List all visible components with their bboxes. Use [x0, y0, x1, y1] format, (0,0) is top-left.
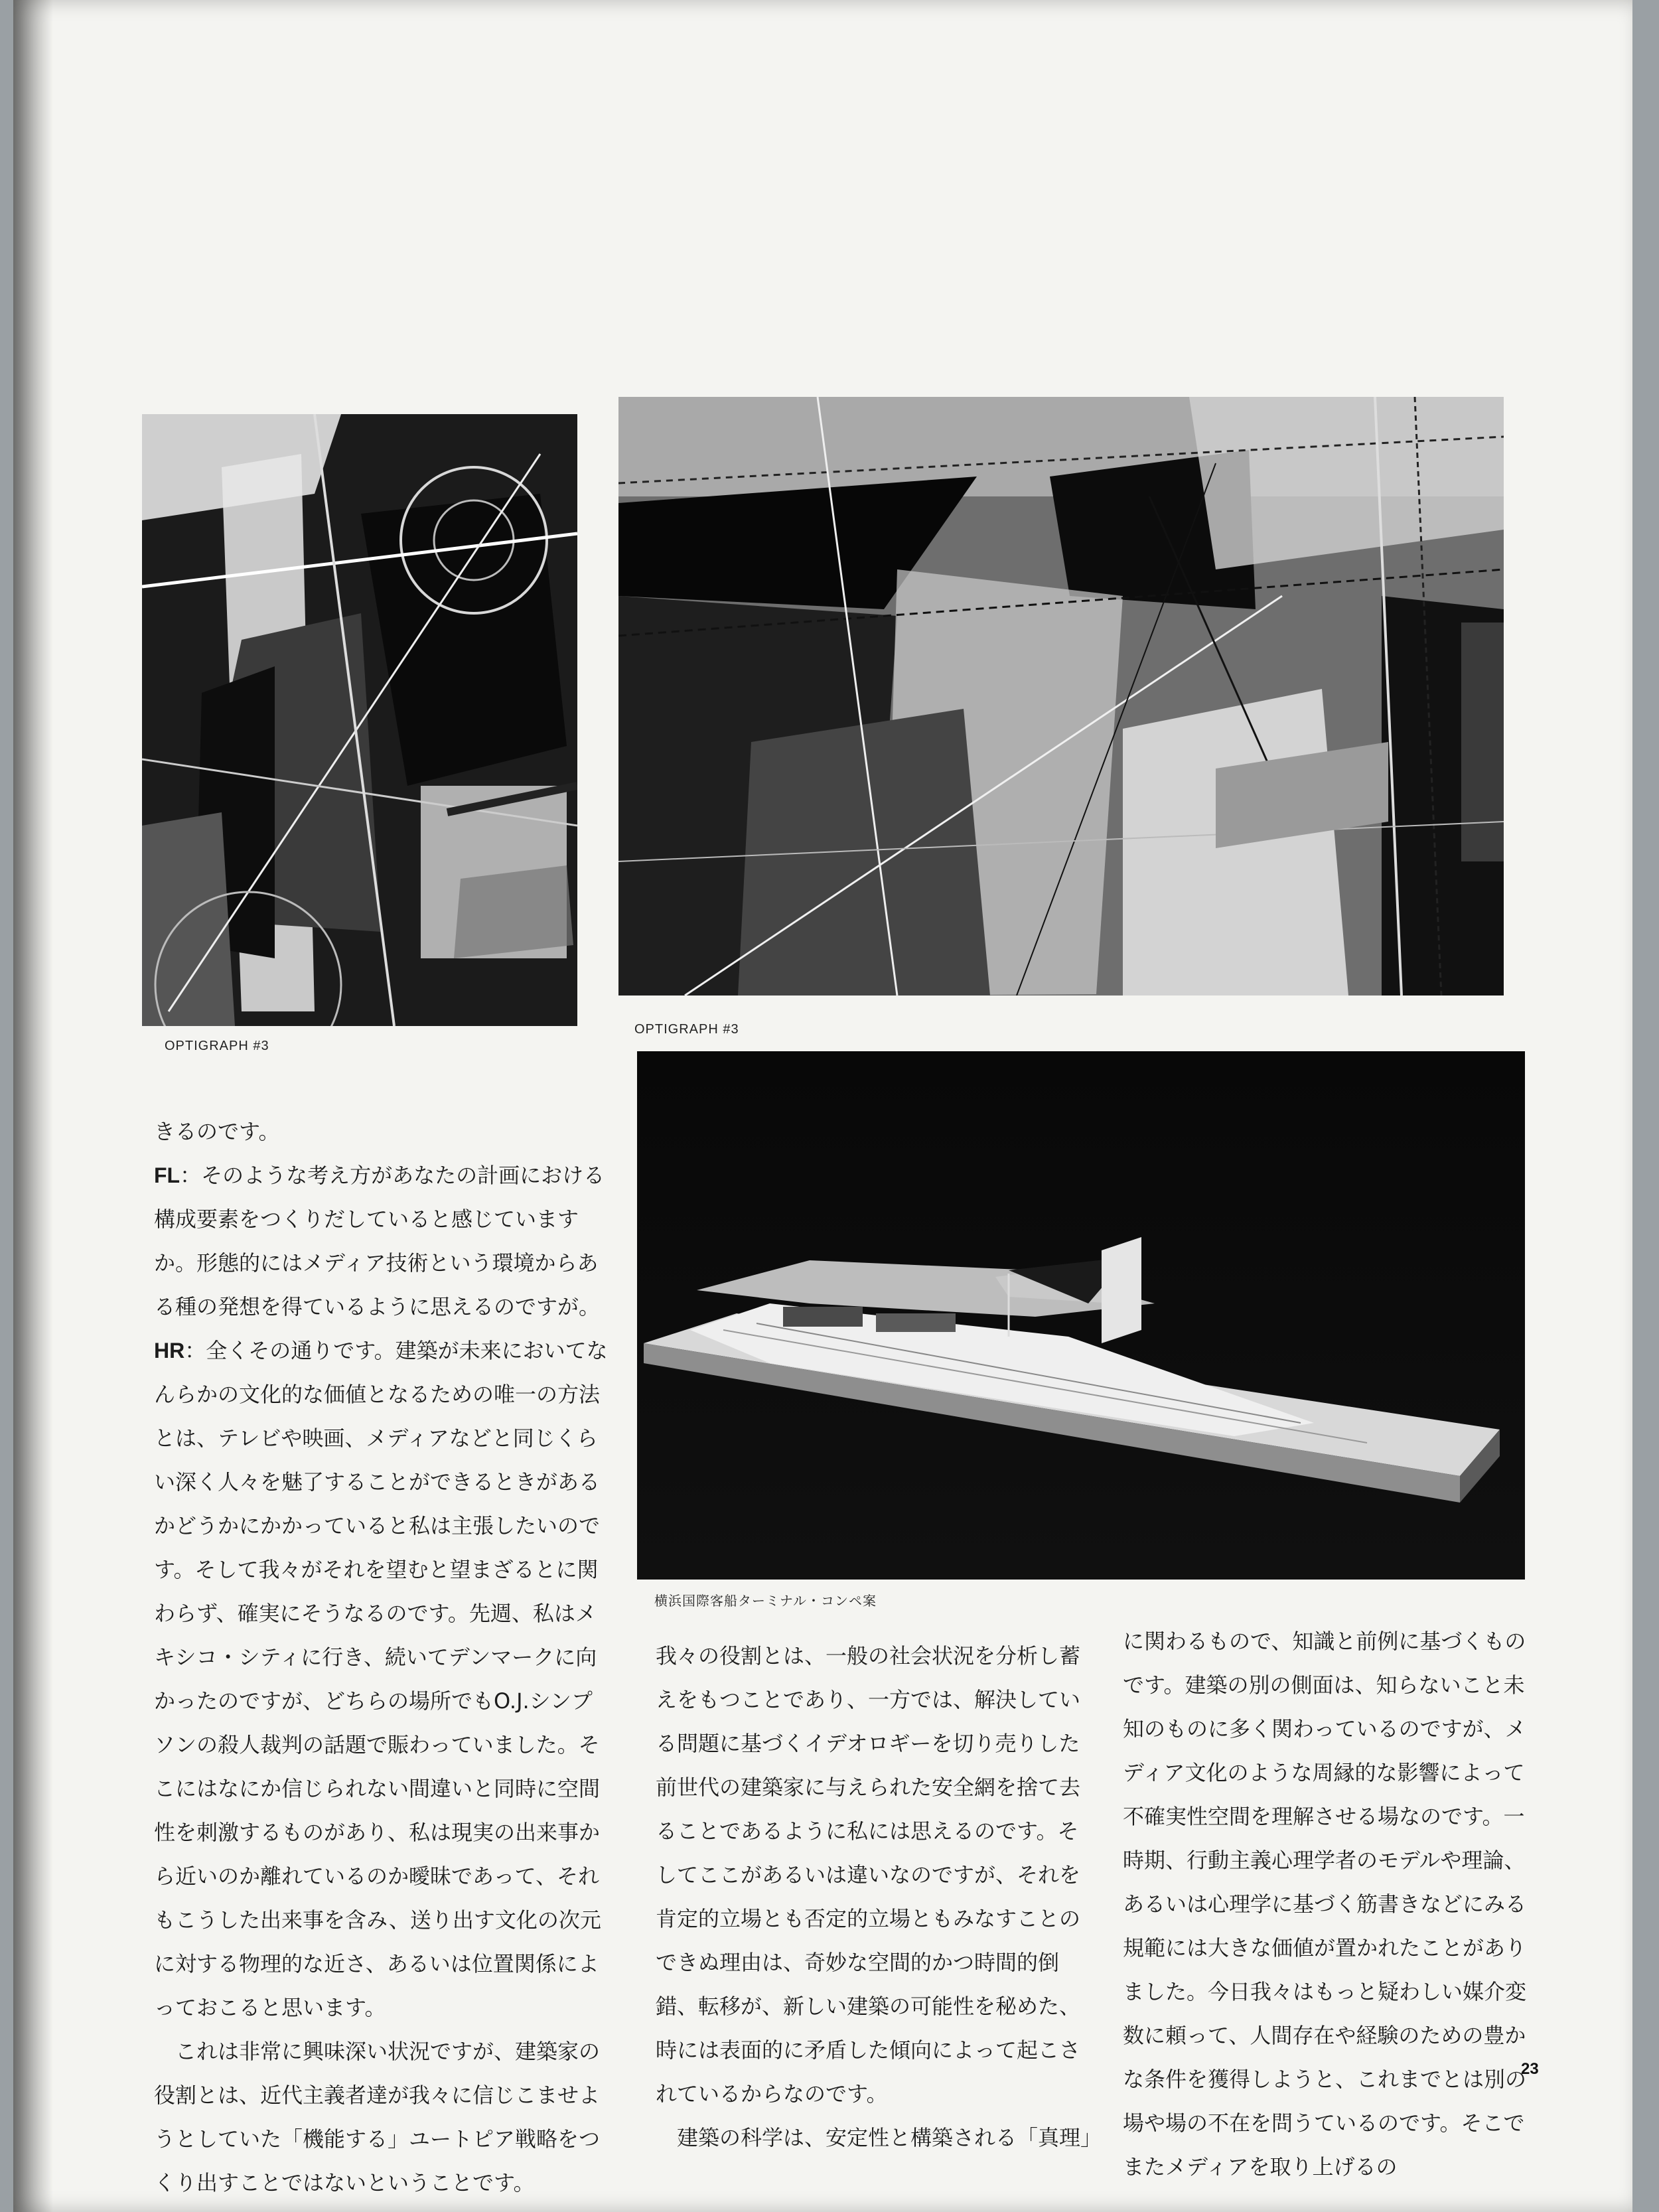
paragraph-science: 建築の科学は、安定性と構築される「真理」: [677, 2125, 1102, 2150]
page-number: 23: [1521, 2060, 1539, 2078]
text-column-3: [1123, 1619, 1534, 2189]
answer-hr-text: ：全くその通りです。建築が未来においてなんらかの文化的な価値となるための唯一の方法とは、テレビや映画、メディアなどと同じくらい深く人々を魅了することができるときがあるかどうかにかかっていると私は主張したいのです。そして我々がそれを望むと望まざるとに関わらず、確実にそうなるのです。先週、私はメキシコ・シティに行き、続いてデンマークに向かったのですが、どちらの場所でもO.J.シンプソンの殺人裁判の話題で賑わっていました。そこにはなにか信じられない間違いと同時に空間性を刺激するものがあり、私は現実の出来事から近いのか離れているのか曖昧であって、それもこうした出来事を含み、送り出す文化の次元に対する物理的な近さ、あるいは位置関係によっておこると思います。: [154, 1338, 608, 2020]
text-column-1: [154, 1110, 612, 2205]
text-column-2: [656, 1634, 1102, 2160]
speaker-fl: FL: [154, 1163, 180, 1187]
question-fl-text: ：そのような考え方があなたの計画における構成要素をつくりだしていると感じていますか。形態的にはメディア技術という環境からある種の発想を得ているように思えるのですが。: [154, 1163, 605, 1319]
caption-optigraph-right: OPTIGRAPH #3: [634, 1022, 739, 1037]
speaker-hr: HR: [154, 1339, 185, 1363]
caption-optigraph-left: OPTIGRAPH #3: [165, 1039, 269, 1053]
paragraph-continuation: きるのです。: [154, 1119, 280, 1144]
paragraph-our-role: 我々の役割とは、一般の社会状況を分析し蓄えをもつことであり、一方では、解決している問題に基づくイデオロギーを切り売りした前世代の建築家に与えられた安全網を捨て去ることであるように私には思えるのです。そしてここがあるいは違いなのですが、それを肯定的立場とも否定的立場ともみなすことのできぬ理由は、奇妙な空間的かつ時間的倒錯、転移が、新しい建築の可能性を秘めた、時には表面的に矛盾した傾向によって起こされているからなのです。: [656, 1643, 1081, 2106]
paragraph-knowledge: に関わるもので、知識と前例に基づくものです。建築の別の側面は、知らないこと未知のものに多く関わっているのですが、メディア文化のような周縁的な影響によって不確実性空間を理解させる場なのです。一時期、行動主義心理学者のモデルや理論、あるいは心理学に基づく筋書きなどにみる規範には大きな価値が置かれたことがありました。今日我々はもっと疑わしい媒介変数に頼って、人間存在や経験のための豊かな条件を獲得しようと、これまでとは別の場や場の不在を問うているのです。そこでまたメディアを取り上げるの: [1123, 1629, 1527, 2179]
page-fold-shadow: [13, 0, 53, 2212]
optigraph-photo-right: [618, 397, 1504, 995]
question-fl: [154, 1153, 612, 1329]
optigraph-photo-left: [142, 414, 577, 1026]
paragraph-architect-role: これは非常に興味深い状況ですが、建築家の役割とは、近代主義者達が我々に信じこませようとしていた「機能する」ユートピア戦略をつくり出すことではないということです。: [154, 2039, 601, 2195]
magazine-page: [13, 0, 1632, 2212]
caption-terminal-model: 横浜国際客船ターミナル・コンペ案: [654, 1594, 877, 1609]
terminal-model-photo: [637, 1051, 1525, 1580]
answer-hr: [154, 1329, 612, 2029]
